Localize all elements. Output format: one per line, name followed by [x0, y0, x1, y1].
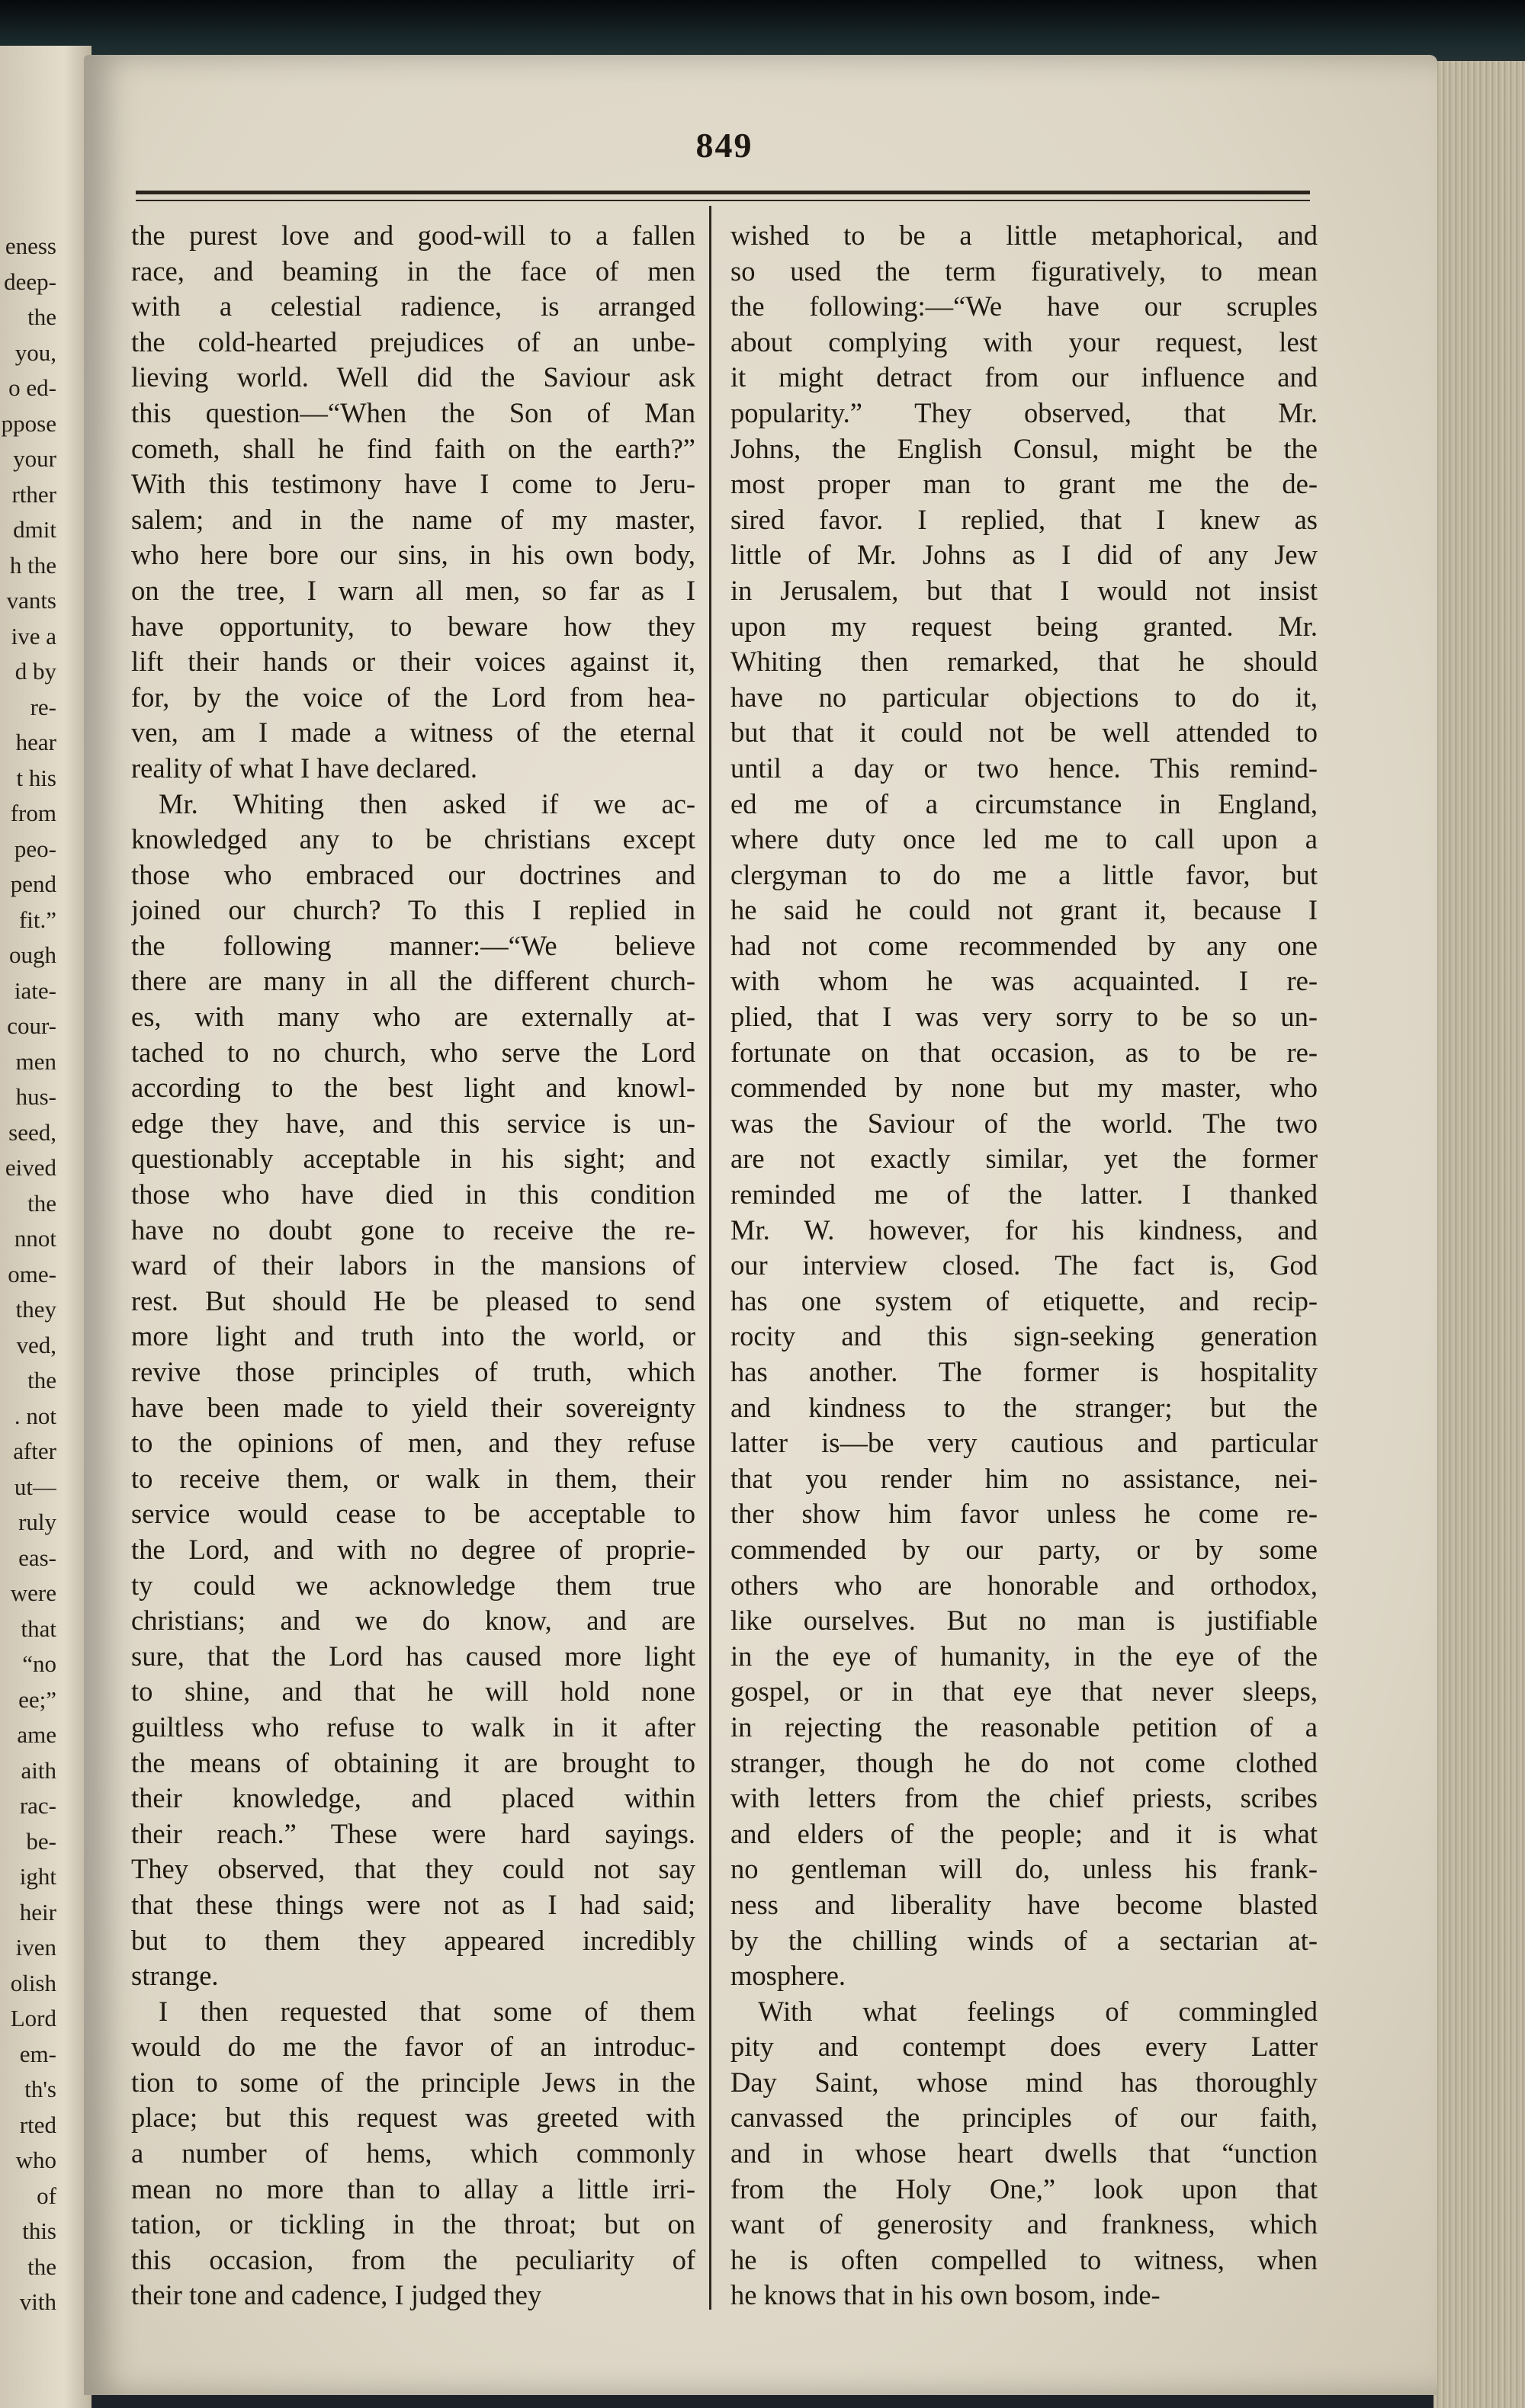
text-line: latter is—be very cautious and particular — [730, 1427, 1318, 1459]
right-column — [730, 218, 1318, 2313]
text-line: fortunate on that occasion, as to be re- — [730, 1036, 1318, 1068]
text-line: this question—“When the Son of Man — [131, 396, 695, 428]
text-line: lieving world. Well did the Saviour ask — [131, 361, 695, 393]
previous-page-fragment: hear — [15, 729, 56, 755]
previous-page-fragment: ough — [9, 941, 56, 968]
text-line: tion to some of the principle Jews in the — [131, 2066, 695, 2098]
previous-page-fragment: vith — [19, 2288, 56, 2315]
text-line: Whiting then remarked, that he should — [730, 646, 1318, 678]
text-line: I then requested that some of them — [159, 1995, 695, 2027]
previous-page-edge — [0, 46, 92, 2408]
text-line: has one system of etiquette, and recip- — [730, 1284, 1318, 1316]
previous-page-text-fragments — [0, 229, 56, 2320]
previous-page-fragment: this — [22, 2217, 56, 2244]
previous-page-fragment: that — [21, 1614, 56, 1642]
previous-page-fragment: ppose — [1, 409, 56, 437]
previous-page-fragment: hus- — [15, 1083, 56, 1110]
text-line: joined our church? To this I replied in — [131, 894, 695, 926]
column-divider — [709, 206, 711, 2310]
text-line: that these things were not as I had said; — [131, 1888, 695, 1920]
text-line: on the tree, I warn all men, so far as I — [131, 574, 695, 606]
text-line: salem; and in the name of my master, — [131, 503, 695, 535]
previous-page-fragment: aith — [21, 1756, 56, 1784]
previous-page-fragment: rther — [11, 480, 56, 508]
text-line: the Lord, and with no degree of proprie- — [131, 1533, 695, 1565]
text-line: Mr. W. however, for his kindness, and — [730, 1214, 1318, 1246]
previous-page-fragment: Lord — [10, 2005, 56, 2031]
text-line: lift their hands or their voices against it, — [131, 646, 695, 678]
previous-page-fragment: the — [27, 303, 56, 330]
previous-page-fragment: th's — [24, 2076, 56, 2102]
previous-page-fragment: ive a — [11, 622, 56, 649]
text-line: more light and truth into the world, or — [131, 1320, 695, 1352]
text-line: With what feelings of commingled — [758, 1995, 1318, 2027]
text-line: service would cease to be acceptable to — [131, 1498, 695, 1530]
left-column — [131, 218, 695, 2313]
text-line: ed me of a circumstance in England, — [730, 787, 1318, 819]
text-line: have no particular objections to do it, — [730, 681, 1318, 713]
text-line: those who have died in this condition — [131, 1178, 695, 1210]
text-line: by the chilling winds of a sectarian at- — [730, 1924, 1318, 1956]
previous-page-fragment: peo- — [14, 835, 56, 862]
text-line: want of generosity and frankness, which — [730, 2208, 1318, 2240]
text-line: mosphere. — [730, 1960, 846, 1992]
text-line: for, by the voice of the Lord from hea- — [131, 681, 695, 713]
previous-page-fragment: your — [13, 445, 56, 472]
text-line: Day Saint, whose mind has thoroughly — [730, 2066, 1318, 2098]
previous-page-fragment: heir — [19, 1898, 56, 1925]
text-line: have no doubt gone to receive the re- — [131, 1214, 695, 1246]
text-line: this occasion, from the peculiarity of — [131, 2243, 695, 2275]
text-line: but that it could not be well attended to — [730, 717, 1318, 749]
previous-page-fragment: h the — [9, 551, 56, 579]
text-line: it might detract from our influence and — [730, 361, 1318, 393]
text-line: in rejecting the reasonable petition of a — [730, 1711, 1318, 1743]
previous-page-fragment: deep- — [4, 268, 56, 295]
text-line: have been made to yield their sovereignty — [131, 1391, 695, 1423]
text-line: little of Mr. Johns as I did of any Jew — [730, 539, 1318, 571]
text-line: where duty once led me to call upon a — [730, 823, 1318, 855]
text-line: plied, that I was very sorry to be so un- — [730, 1001, 1318, 1033]
previous-page-fragment: of — [37, 2182, 56, 2209]
page-number: 849 — [695, 126, 753, 165]
previous-page-fragment: vants — [6, 587, 56, 614]
text-line: rest. But should He be pleased to send — [131, 1284, 695, 1316]
previous-page-fragment: eas- — [18, 1544, 56, 1571]
text-line: who here bore our sins, in his own body, — [131, 539, 695, 571]
previous-page-fragment: pend — [10, 871, 56, 897]
previous-page-fragment: ee;” — [18, 1685, 56, 1713]
previous-page-fragment: were — [10, 1579, 56, 1606]
text-line: strange. — [131, 1960, 219, 1992]
previous-page-fragment: ved, — [16, 1331, 56, 1358]
text-line: about complying with your request, lest — [730, 325, 1318, 358]
text-line: revive those principles of truth, which — [131, 1356, 695, 1387]
text-line: the following:—“We have our scruples — [730, 290, 1318, 322]
text-line: their tone and cadence, I judged they — [131, 2279, 542, 2311]
text-line: reminded me of the latter. I thanked — [730, 1178, 1318, 1210]
text-line: like ourselves. But no man is justifiable — [730, 1605, 1318, 1637]
text-line: according to the best light and knowl- — [131, 1072, 695, 1104]
text-line: with letters from the chief priests, scribes — [730, 1782, 1318, 1814]
text-line: to the opinions of men, and they refuse — [131, 1427, 695, 1459]
previous-page-fragment: be- — [26, 1827, 56, 1855]
text-line: knowledged any to be christians except — [131, 823, 695, 855]
text-line: with a celestial radience, is arranged — [131, 290, 695, 322]
text-line: They observed, that they could not say — [131, 1853, 695, 1885]
previous-page-fragment: o ed- — [8, 374, 56, 401]
text-line: canvassed the principles of our faith, — [730, 2102, 1318, 2134]
text-line: tation, or tickling in the throat; but on — [131, 2208, 695, 2240]
text-line: Johns, the English Consul, might be the — [730, 432, 1318, 464]
text-line: ty could we acknowledge them true — [131, 1569, 695, 1601]
previous-page-fragment: ome- — [8, 1260, 56, 1287]
text-line: es, with many who are externally at- — [131, 1001, 695, 1033]
text-line: commended by our party, or by some — [730, 1533, 1318, 1565]
text-line: he said he could not grant it, because I — [730, 894, 1318, 926]
text-line: and elders of the people; and it is what — [730, 1817, 1318, 1849]
previous-page-fragment: dmit — [13, 516, 56, 543]
text-line: wished to be a little metaphorical, and — [730, 220, 1318, 251]
text-line: christians; and we do know, and are — [131, 1605, 695, 1637]
text-line: those who embraced our doctrines and — [131, 858, 695, 890]
previous-page-fragment: nnot — [14, 1225, 56, 1252]
text-line: there are many in all the different church- — [131, 965, 695, 997]
text-line: pity and contempt does every Latter — [730, 2031, 1318, 2063]
previous-page-fragment: who — [15, 2147, 56, 2173]
text-line: stranger, though he do not come clothed — [730, 1746, 1318, 1778]
text-line: ness and liberality have become blasted — [730, 1888, 1318, 1920]
text-line: ther show him favor unless he come re- — [730, 1498, 1318, 1530]
text-line: in the eye of humanity, in the eye of the — [730, 1640, 1318, 1672]
text-line: commended by none but my master, who — [730, 1072, 1318, 1104]
text-line: upon my request being granted. Mr. — [730, 610, 1318, 642]
previous-page-fragment: em- — [19, 2040, 56, 2067]
text-line: their reach.” These were hard sayings. — [131, 1817, 695, 1849]
previous-page-fragment: cour- — [7, 1012, 56, 1039]
text-line: reality of what I have declared. — [131, 752, 477, 784]
previous-page-fragment: seed, — [8, 1118, 56, 1146]
text-line: edge they have, and this service is un- — [131, 1107, 695, 1139]
text-line: gospel, or in that eye that never sleeps, — [730, 1675, 1318, 1707]
text-line: had not come recommended by any one — [730, 929, 1318, 961]
text-line: so used the term figuratively, to mean — [730, 255, 1318, 287]
text-line: sure, that the Lord has caused more light — [131, 1640, 695, 1672]
text-line: the cold-hearted prejudices of an unbe- — [131, 325, 695, 358]
text-line: place; but this request was greeted with — [131, 2102, 695, 2134]
text-line: and in whose heart dwells that “unction — [730, 2137, 1318, 2169]
previous-page-fragment: . not — [14, 1402, 56, 1429]
previous-page-fragment: the — [27, 2252, 56, 2280]
text-line: in Jerusalem, but that I would not insist — [730, 574, 1318, 606]
text-line: ward of their labors in the mansions of — [131, 1249, 695, 1281]
text-line: sired favor. I replied, that I knew as — [730, 503, 1318, 535]
text-line: our interview closed. The fact is, God — [730, 1249, 1318, 1281]
text-line: Mr. Whiting then asked if we ac- — [159, 787, 695, 819]
text-line: he is often compelled to witness, when — [730, 2243, 1318, 2275]
text-line: a number of hems, which commonly — [131, 2137, 695, 2169]
previous-page-fragment: olish — [10, 1969, 56, 1996]
text-line: rocity and this sign-seeking generation — [730, 1320, 1318, 1352]
previous-page-fragment: fit.” — [18, 906, 56, 933]
text-line: the following manner:—“We believe — [131, 929, 695, 961]
previous-page-fragment: eived — [5, 1154, 56, 1181]
page-stack-edge — [1434, 61, 1525, 2408]
previous-page-fragment: ame — [17, 1721, 56, 1748]
previous-page-fragment: eness — [5, 232, 56, 259]
text-line: would do me the favor of an introduc- — [131, 2031, 695, 2063]
text-line: clergyman to do me a little favor, but — [730, 858, 1318, 890]
text-line: no gentleman will do, unless his frank- — [730, 1853, 1318, 1885]
text-line: was the Saviour of the world. The two — [730, 1107, 1318, 1139]
text-line: their knowledge, and placed within — [131, 1782, 695, 1814]
previous-page-fragment: from — [10, 800, 56, 826]
previous-page-fragment: ight — [19, 1863, 56, 1890]
text-line: with whom he was acquainted. I re- — [730, 965, 1318, 997]
text-line: questionably acceptable in his sight; and — [131, 1143, 695, 1175]
text-line: the means of obtaining it are brought to — [131, 1746, 695, 1778]
previous-page-fragment: after — [13, 1438, 56, 1464]
text-line: popularity.” They observed, that Mr. — [730, 396, 1318, 428]
text-line: race, and beaming in the face of men — [131, 255, 695, 287]
previous-page-fragment: rted — [19, 2111, 56, 2138]
text-line: the purest love and good-will to a fallen — [131, 220, 695, 251]
previous-page-fragment: ut— — [14, 1473, 56, 1500]
text-line: most proper man to grant me the de- — [730, 468, 1318, 500]
text-line: With this testimony have I come to Jeru- — [131, 468, 695, 500]
text-line: and kindness to the stranger; but the — [730, 1391, 1318, 1423]
previous-page-fragment: the — [27, 1367, 56, 1393]
text-line: mean no more than to allay a little irri- — [131, 2172, 695, 2204]
text-line: have opportunity, to beware how they — [131, 610, 695, 642]
previous-page-fragment: the — [27, 1189, 56, 1217]
header-rule — [136, 191, 1310, 201]
text-line: to receive them, or walk in them, their — [131, 1462, 695, 1494]
text-line: are not exactly similar, yet the former — [730, 1143, 1318, 1175]
previous-page-fragment: iven — [15, 1934, 56, 1961]
previous-page-fragment: d by — [14, 658, 56, 685]
previous-page-fragment: men — [15, 1047, 56, 1075]
previous-page-fragment: re- — [30, 693, 56, 720]
previous-page-fragment: ruly — [18, 1509, 56, 1535]
text-line: has another. The former is hospitality — [730, 1356, 1318, 1387]
text-line: cometh, shall he find faith on the earth?” — [131, 432, 695, 464]
text-line: tached to no church, who serve the Lord — [131, 1036, 695, 1068]
text-line: that you render him no assistance, nei- — [730, 1462, 1318, 1494]
text-line: he knows that in his own bosom, inde- — [730, 2279, 1161, 2311]
previous-page-fragment: you, — [14, 338, 56, 366]
previous-page-fragment: t his — [16, 764, 56, 791]
previous-page-fragment: “no — [22, 1650, 56, 1677]
text-line: from the Holy One,” look upon that — [730, 2172, 1318, 2204]
text-line: ven, am I made a witness of the eternal — [131, 717, 695, 749]
previous-page-fragment: they — [15, 1296, 56, 1323]
text-line: until a day or two hence. This remind- — [730, 752, 1318, 784]
text-line: to shine, and that he will hold none — [131, 1675, 695, 1707]
text-line: guiltless who refuse to walk in it after — [131, 1711, 695, 1743]
previous-page-fragment: rac- — [19, 1792, 56, 1819]
text-line: but to them they appeared incredibly — [131, 1924, 695, 1956]
previous-page-fragment: iate- — [14, 976, 56, 1004]
text-line: others who are honorable and orthodox, — [730, 1569, 1318, 1601]
